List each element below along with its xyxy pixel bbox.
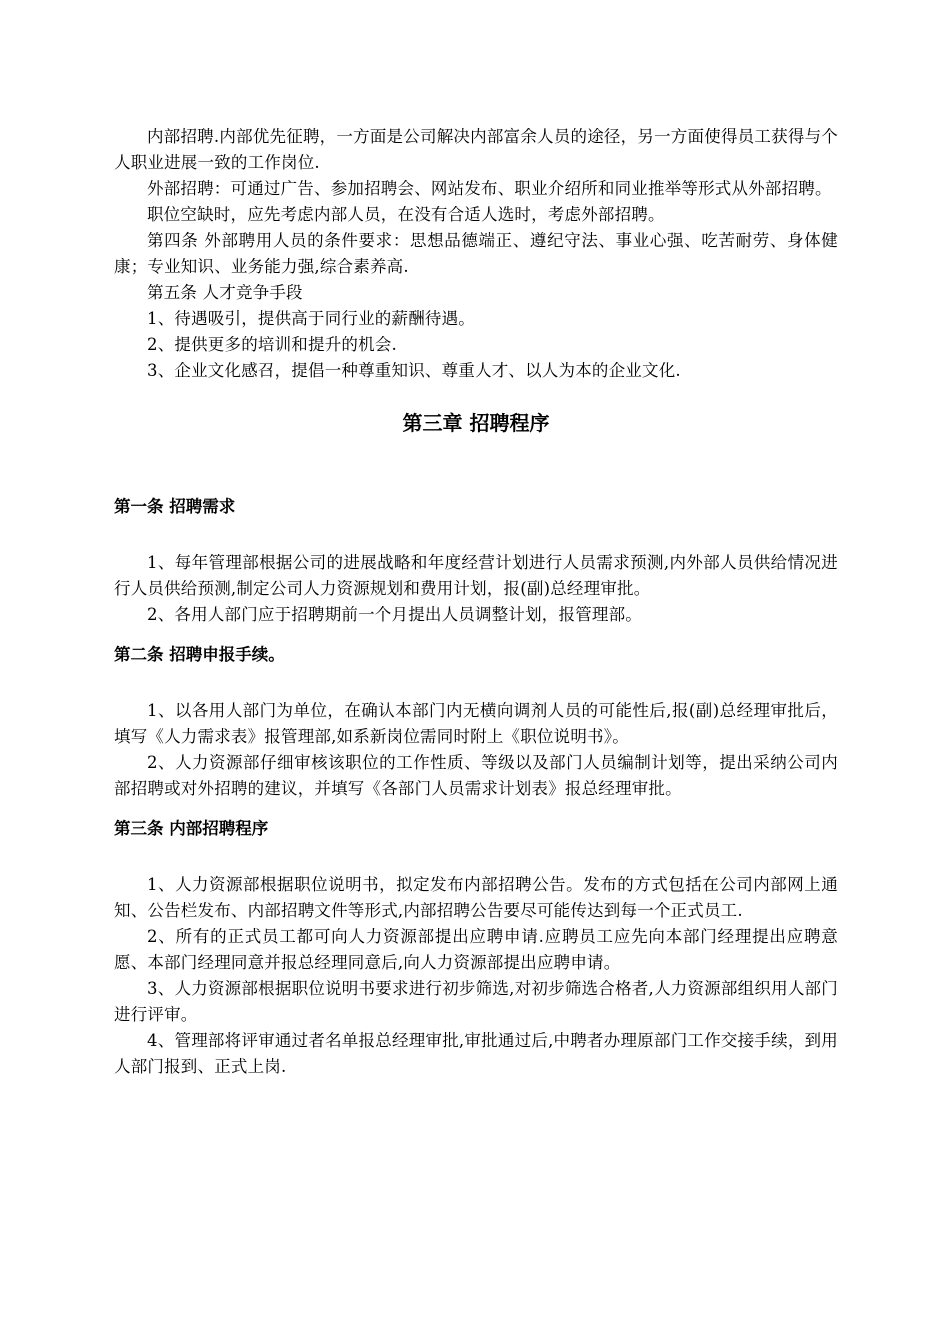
document-body [114,124,838,1080]
section-paragraph: 1、每年管理部根据公司的进展战略和年度经营计划进行人员需求预测,内外部人员供给情况进行人员供给预测,制定公司人力资源规划和费用计划，报(副)总经理审批。 [114,553,838,598]
section-title: 第二条 招聘申报手续。 [114,645,285,664]
section-paragraph: 4、管理部将评审通过者名单报总经理审批,审批通过后,中聘者办理原部门工作交接手续，到用人部门报到、正式上岗. [114,1031,838,1076]
section-paragraph: 1、人力资源部根据职位说明书，拟定发布内部招聘公告。发布的方式包括在公司内部网上通知、公告栏发布、内部招聘文件等形式,内部招聘公告要尽可能传达到每一个正式员工. [114,875,838,920]
intro-paragraph: 职位空缺时，应先考虑内部人员，在没有合适人选时，考虑外部招聘。 [147,205,665,224]
spacer [114,628,838,642]
spacer [114,668,838,698]
spacer [114,438,838,494]
section-paragraph: 3、人力资源部根据职位说明书要求进行初步筛选,对初步筛选合格者,人力资源部组织用人部门进行评审。 [114,979,838,1024]
intro-paragraph: 外部招聘：可通过广告、参加招聘会、网站发布、职业介绍所和同业推举等形式从外部招聘。 [147,179,832,198]
section-paragraph: 1、以各用人部门为单位，在确认本部门内无横向调剂人员的可能性后,报(副)总经理审批后，填写《人力需求表》报管理部,如系新岗位需同时附上《职位说明书》。 [114,701,838,746]
intro-paragraph: 2、提供更多的培训和提升的机会. [147,335,397,354]
spacer [114,842,838,872]
section-title: 第三条 内部招聘程序 [114,819,269,838]
intro-paragraph: 内部招聘.内部优先征聘，一方面是公司解决内部富余人员的途径，另一方面使得员工获得与个人职业进展一致的工作岗位. [114,127,838,172]
spacer [114,520,838,550]
section-paragraph: 2、人力资源部仔细审核该职位的工作性质、等级以及部门人员编制计划等，提出采纳公司内部招聘或对外招聘的建议，并填写《各部门人员需求计划表》报总经理审批。 [114,753,838,798]
section-title: 第一条 招聘需求 [114,497,236,516]
intro-paragraph: 第五条 人才竞争手段 [147,283,303,302]
intro-paragraph: 第四条 外部聘用人员的条件要求：思想品德端正、遵纪守法、事业心强、吃苦耐劳、身体健康；专业知识、业务能力强,综合素养高. [114,231,838,276]
intro-paragraph: 3、企业文化感召，提倡一种尊重知识、尊重人才、以人为本的企业文化. [147,361,681,380]
section-paragraph: 2、各用人部门应于招聘期前一个月提出人员调整计划，报管理部。 [147,605,642,624]
chapter-title: 第三章 招聘程序 [402,411,550,435]
intro-paragraph: 1、待遇吸引，提供高于同行业的薪酬待遇。 [147,309,475,328]
spacer [114,802,838,816]
section-paragraph: 2、所有的正式员工都可向人力资源部提出应聘申请.应聘员工应先向本部门经理提出应聘意愿、本部门经理同意并报总经理同意后,向人力资源部提出应聘申请。 [114,927,838,972]
